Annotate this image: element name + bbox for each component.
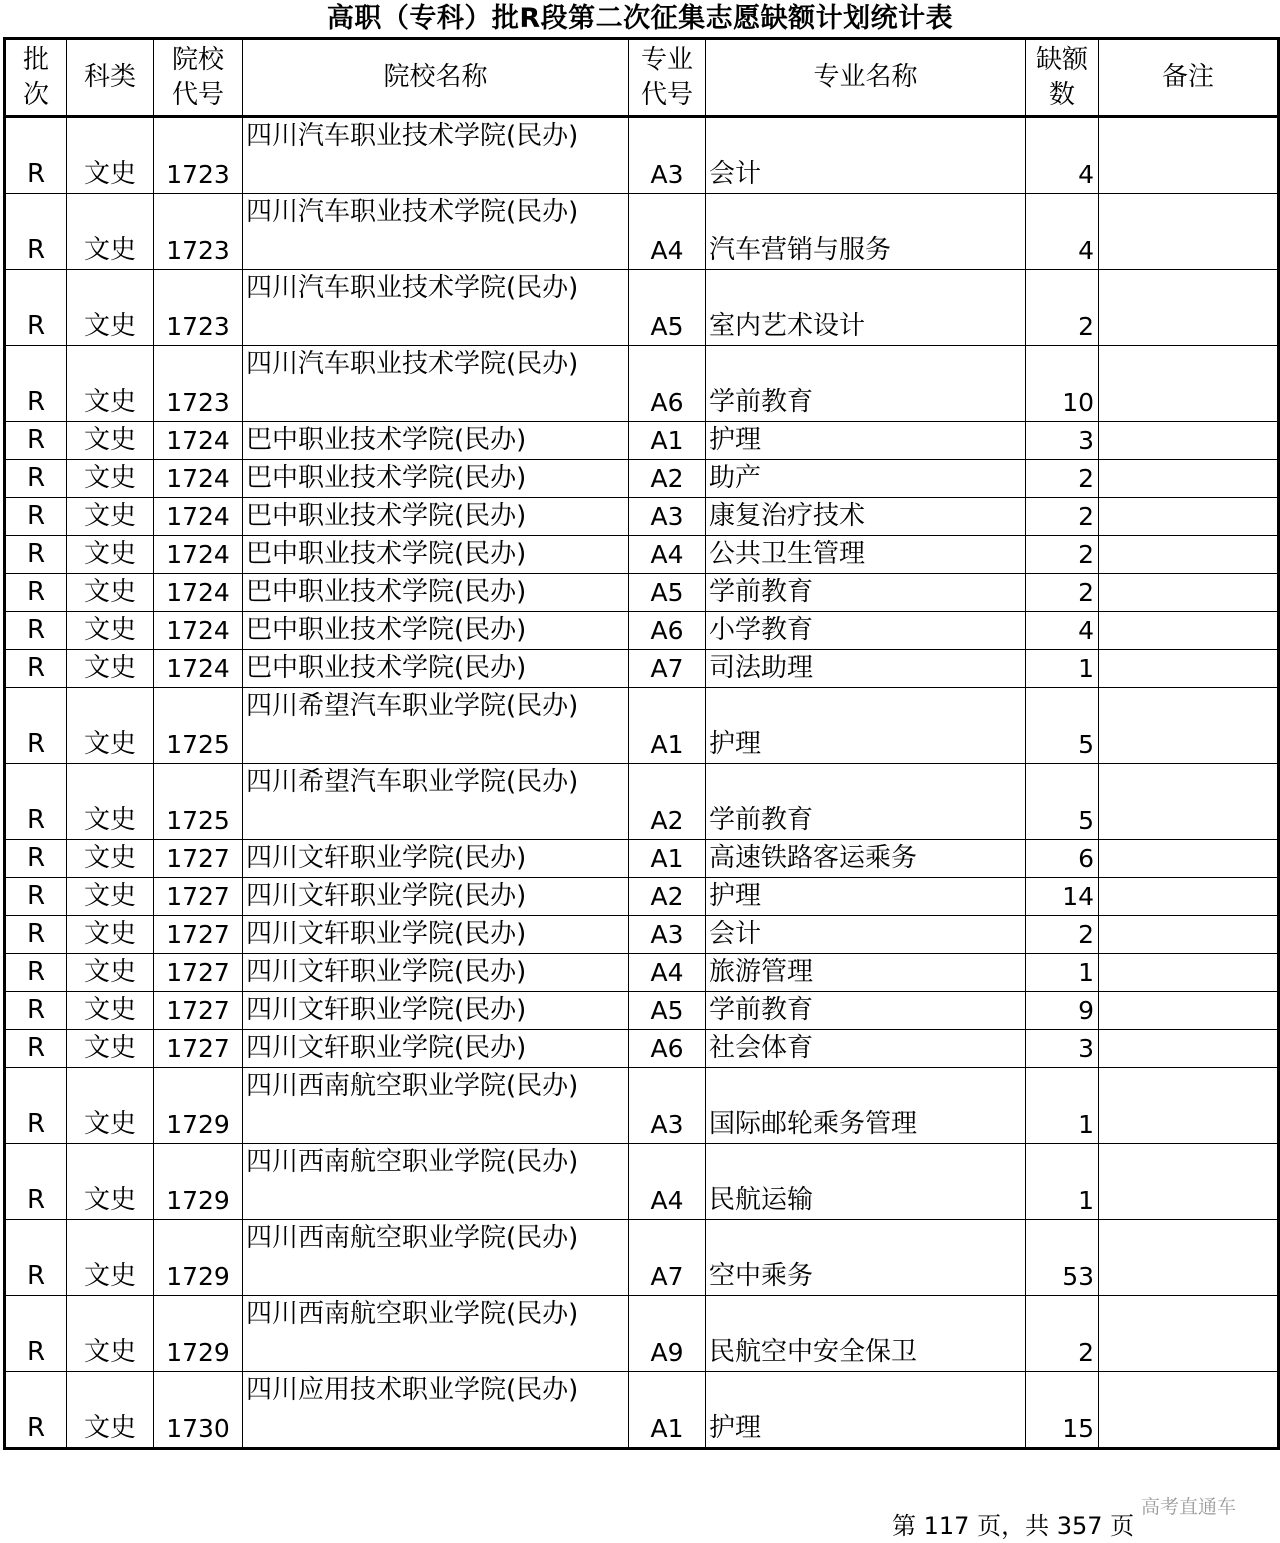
table-row <box>5 194 1279 270</box>
cell-school-code: 1724 <box>154 536 243 574</box>
table-body <box>5 117 1279 1449</box>
cell-school-name: 巴中职业技术学院(民办) <box>243 650 629 688</box>
cell-school-name: 巴中职业技术学院(民办) <box>243 460 629 498</box>
table-row <box>5 1068 1279 1144</box>
header-row <box>5 39 1279 117</box>
cell-batch: R <box>5 536 67 574</box>
cell-remark <box>1099 460 1279 498</box>
cell-remark <box>1099 346 1279 422</box>
cell-major-code: A5 <box>629 992 706 1030</box>
cell-vacancy: 6 <box>1026 840 1099 878</box>
cell-school-name: 巴中职业技术学院(民办) <box>243 498 629 536</box>
cell-vacancy: 15 <box>1026 1372 1099 1449</box>
table-row <box>5 1030 1279 1068</box>
cell-school-name: 四川汽车职业技术学院(民办) <box>243 117 629 194</box>
cell-batch: R <box>5 612 67 650</box>
header-remark: 备注 <box>1099 39 1279 117</box>
cell-category: 文史 <box>67 1220 154 1296</box>
cell-category: 文史 <box>67 270 154 346</box>
cell-school-code: 1724 <box>154 650 243 688</box>
cell-remark <box>1099 764 1279 840</box>
cell-category: 文史 <box>67 346 154 422</box>
cell-major-name: 司法助理 <box>706 650 1026 688</box>
cell-major-code: A9 <box>629 1296 706 1372</box>
cell-major-name: 民航运输 <box>706 1144 1026 1220</box>
cell-remark <box>1099 574 1279 612</box>
cell-major-name: 旅游管理 <box>706 954 1026 992</box>
cell-school-name: 四川希望汽车职业学院(民办) <box>243 688 629 764</box>
cell-major-code: A6 <box>629 346 706 422</box>
cell-major-code: A4 <box>629 536 706 574</box>
cell-major-name: 学前教育 <box>706 764 1026 840</box>
cell-vacancy: 3 <box>1026 1030 1099 1068</box>
cell-major-name: 护理 <box>706 878 1026 916</box>
cell-school-name: 巴中职业技术学院(民办) <box>243 422 629 460</box>
table-row <box>5 1220 1279 1296</box>
cell-school-name: 四川文轩职业学院(民办) <box>243 1030 629 1068</box>
cell-school-code: 1727 <box>154 954 243 992</box>
cell-vacancy: 3 <box>1026 422 1099 460</box>
cell-major-name: 空中乘务 <box>706 1220 1026 1296</box>
cell-school-name: 四川汽车职业技术学院(民办) <box>243 194 629 270</box>
cell-school-name: 四川文轩职业学院(民办) <box>243 954 629 992</box>
table-row <box>5 1296 1279 1372</box>
cell-category: 文史 <box>67 1372 154 1449</box>
cell-batch: R <box>5 954 67 992</box>
header-vacancy-label: 缺额数 <box>1035 44 1088 110</box>
cell-batch: R <box>5 1068 67 1144</box>
cell-school-code: 1724 <box>154 574 243 612</box>
cell-school-code: 1723 <box>154 270 243 346</box>
cell-major-name: 社会体育 <box>706 1030 1026 1068</box>
header-major-code <box>629 39 706 117</box>
table-row <box>5 117 1279 194</box>
cell-school-name: 巴中职业技术学院(民办) <box>243 612 629 650</box>
cell-school-name: 四川西南航空职业学院(民办) <box>243 1220 629 1296</box>
cell-major-name: 汽车营销与服务 <box>706 194 1026 270</box>
watermark-text: 高考直通车 <box>1141 1496 1237 1518</box>
cell-major-code: A4 <box>629 954 706 992</box>
header-school-code-label: 院校代号 <box>171 44 224 110</box>
cell-category: 文史 <box>67 650 154 688</box>
table-row <box>5 460 1279 498</box>
cell-major-name: 室内艺术设计 <box>706 270 1026 346</box>
cell-batch: R <box>5 992 67 1030</box>
table-row <box>5 574 1279 612</box>
cell-school-code: 1727 <box>154 916 243 954</box>
cell-batch: R <box>5 422 67 460</box>
cell-remark <box>1099 878 1279 916</box>
cell-vacancy: 2 <box>1026 1296 1099 1372</box>
cell-major-code: A5 <box>629 574 706 612</box>
cell-major-name: 康复治疗技术 <box>706 498 1026 536</box>
cell-batch: R <box>5 650 67 688</box>
cell-vacancy: 9 <box>1026 992 1099 1030</box>
cell-remark <box>1099 688 1279 764</box>
cell-school-name: 四川汽车职业技术学院(民办) <box>243 346 629 422</box>
cell-remark <box>1099 194 1279 270</box>
cell-category: 文史 <box>67 460 154 498</box>
table-row <box>5 1144 1279 1220</box>
table-row <box>5 878 1279 916</box>
cell-vacancy: 10 <box>1026 346 1099 422</box>
cell-major-code: A1 <box>629 422 706 460</box>
cell-category: 文史 <box>67 1144 154 1220</box>
header-batch-label: 批次 <box>22 44 49 110</box>
cell-school-code: 1725 <box>154 688 243 764</box>
cell-major-code: A3 <box>629 498 706 536</box>
cell-major-name: 民航空中安全保卫 <box>706 1296 1026 1372</box>
cell-vacancy: 2 <box>1026 574 1099 612</box>
cell-major-code: A3 <box>629 1068 706 1144</box>
header-school-code <box>154 39 243 117</box>
cell-major-code: A2 <box>629 878 706 916</box>
cell-category: 文史 <box>67 612 154 650</box>
cell-school-code: 1725 <box>154 764 243 840</box>
cell-major-code: A5 <box>629 270 706 346</box>
cell-major-name: 小学教育 <box>706 612 1026 650</box>
cell-category: 文史 <box>67 422 154 460</box>
cell-remark <box>1099 1220 1279 1296</box>
cell-category: 文史 <box>67 840 154 878</box>
cell-category: 文史 <box>67 916 154 954</box>
cell-school-name: 四川文轩职业学院(民办) <box>243 840 629 878</box>
cell-batch: R <box>5 878 67 916</box>
table-row <box>5 764 1279 840</box>
cell-batch: R <box>5 194 67 270</box>
cell-category: 文史 <box>67 536 154 574</box>
cell-major-name: 学前教育 <box>706 574 1026 612</box>
cell-category: 文史 <box>67 1068 154 1144</box>
cell-category: 文史 <box>67 194 154 270</box>
cell-major-code: A2 <box>629 460 706 498</box>
header-batch <box>5 39 67 117</box>
page-footer: 第 117 页，共 357 页 <box>892 1512 1135 1540</box>
cell-school-code: 1729 <box>154 1220 243 1296</box>
cell-category: 文史 <box>67 688 154 764</box>
cell-remark <box>1099 498 1279 536</box>
cell-major-name: 护理 <box>706 1372 1026 1449</box>
cell-school-code: 1723 <box>154 194 243 270</box>
cell-school-code: 1730 <box>154 1372 243 1449</box>
cell-vacancy: 1 <box>1026 1144 1099 1220</box>
table-row <box>5 916 1279 954</box>
cell-school-name: 巴中职业技术学院(民办) <box>243 574 629 612</box>
cell-school-code: 1723 <box>154 117 243 194</box>
cell-batch: R <box>5 1144 67 1220</box>
cell-school-code: 1727 <box>154 840 243 878</box>
table-row <box>5 346 1279 422</box>
cell-major-name: 学前教育 <box>706 992 1026 1030</box>
cell-school-name: 四川西南航空职业学院(民办) <box>243 1144 629 1220</box>
cell-vacancy: 4 <box>1026 194 1099 270</box>
cell-remark <box>1099 422 1279 460</box>
cell-major-name: 国际邮轮乘务管理 <box>706 1068 1026 1144</box>
cell-vacancy: 2 <box>1026 536 1099 574</box>
cell-school-code: 1729 <box>154 1068 243 1144</box>
cell-category: 文史 <box>67 878 154 916</box>
cell-major-code: A3 <box>629 117 706 194</box>
cell-school-name: 四川文轩职业学院(民办) <box>243 992 629 1030</box>
cell-category: 文史 <box>67 498 154 536</box>
cell-major-name: 会计 <box>706 916 1026 954</box>
cell-remark <box>1099 650 1279 688</box>
cell-category: 文史 <box>67 954 154 992</box>
cell-remark <box>1099 1372 1279 1449</box>
cell-school-name: 四川文轩职业学院(民办) <box>243 916 629 954</box>
cell-major-name: 学前教育 <box>706 346 1026 422</box>
header-vacancy <box>1026 39 1099 117</box>
cell-school-code: 1727 <box>154 878 243 916</box>
header-school-name: 院校名称 <box>243 39 629 117</box>
cell-vacancy: 53 <box>1026 1220 1099 1296</box>
table-row <box>5 270 1279 346</box>
cell-remark <box>1099 1030 1279 1068</box>
cell-major-code: A1 <box>629 1372 706 1449</box>
cell-major-code: A4 <box>629 1144 706 1220</box>
cell-vacancy: 1 <box>1026 1068 1099 1144</box>
cell-school-code: 1729 <box>154 1296 243 1372</box>
table-row <box>5 498 1279 536</box>
cell-category: 文史 <box>67 992 154 1030</box>
cell-batch: R <box>5 270 67 346</box>
cell-batch: R <box>5 117 67 194</box>
table-row <box>5 1372 1279 1449</box>
cell-school-code: 1724 <box>154 612 243 650</box>
table-row <box>5 840 1279 878</box>
cell-major-name: 护理 <box>706 688 1026 764</box>
cell-school-name: 四川西南航空职业学院(民办) <box>243 1296 629 1372</box>
cell-remark <box>1099 992 1279 1030</box>
page-title: 高职（专科）批R段第二次征集志愿缺额计划统计表 <box>326 3 954 34</box>
cell-category: 文史 <box>67 764 154 840</box>
cell-batch: R <box>5 460 67 498</box>
cell-batch: R <box>5 840 67 878</box>
table-row <box>5 422 1279 460</box>
header-major-name: 专业名称 <box>706 39 1026 117</box>
cell-category: 文史 <box>67 1296 154 1372</box>
cell-school-name: 四川汽车职业技术学院(民办) <box>243 270 629 346</box>
cell-batch: R <box>5 764 67 840</box>
cell-remark <box>1099 840 1279 878</box>
cell-major-name: 高速铁路客运乘务 <box>706 840 1026 878</box>
cell-school-code: 1723 <box>154 346 243 422</box>
cell-vacancy: 1 <box>1026 954 1099 992</box>
table-row <box>5 536 1279 574</box>
cell-vacancy: 5 <box>1026 688 1099 764</box>
cell-major-code: A6 <box>629 1030 706 1068</box>
table-row <box>5 992 1279 1030</box>
header-category: 科类 <box>67 39 154 117</box>
cell-vacancy: 2 <box>1026 916 1099 954</box>
cell-major-code: A7 <box>629 1220 706 1296</box>
cell-major-code: A7 <box>629 650 706 688</box>
cell-remark <box>1099 954 1279 992</box>
cell-batch: R <box>5 688 67 764</box>
cell-remark <box>1099 612 1279 650</box>
cell-batch: R <box>5 1372 67 1449</box>
table-row <box>5 954 1279 992</box>
cell-batch: R <box>5 1296 67 1372</box>
cell-school-code: 1724 <box>154 422 243 460</box>
table-row <box>5 688 1279 764</box>
cell-vacancy: 2 <box>1026 270 1099 346</box>
cell-category: 文史 <box>67 574 154 612</box>
table-row <box>5 612 1279 650</box>
cell-batch: R <box>5 346 67 422</box>
cell-vacancy: 5 <box>1026 764 1099 840</box>
cell-major-code: A4 <box>629 194 706 270</box>
cell-major-code: A2 <box>629 764 706 840</box>
cell-vacancy: 14 <box>1026 878 1099 916</box>
cell-remark <box>1099 1144 1279 1220</box>
cell-school-name: 巴中职业技术学院(民办) <box>243 536 629 574</box>
cell-major-name: 助产 <box>706 460 1026 498</box>
cell-school-code: 1724 <box>154 498 243 536</box>
cell-batch: R <box>5 916 67 954</box>
cell-batch: R <box>5 1030 67 1068</box>
cell-category: 文史 <box>67 117 154 194</box>
cell-batch: R <box>5 498 67 536</box>
vacancy-table <box>3 37 1280 1450</box>
cell-major-code: A1 <box>629 840 706 878</box>
cell-remark <box>1099 117 1279 194</box>
cell-batch: R <box>5 574 67 612</box>
cell-remark <box>1099 1296 1279 1372</box>
cell-school-code: 1724 <box>154 460 243 498</box>
cell-vacancy: 4 <box>1026 612 1099 650</box>
cell-major-name: 会计 <box>706 117 1026 194</box>
cell-vacancy: 2 <box>1026 498 1099 536</box>
table-row <box>5 650 1279 688</box>
cell-major-code: A3 <box>629 916 706 954</box>
cell-vacancy: 1 <box>1026 650 1099 688</box>
cell-school-code: 1727 <box>154 1030 243 1068</box>
cell-vacancy: 2 <box>1026 460 1099 498</box>
cell-school-name: 四川文轩职业学院(民办) <box>243 878 629 916</box>
cell-batch: R <box>5 1220 67 1296</box>
cell-school-name: 四川希望汽车职业学院(民办) <box>243 764 629 840</box>
cell-vacancy: 4 <box>1026 117 1099 194</box>
cell-remark <box>1099 1068 1279 1144</box>
cell-major-name: 护理 <box>706 422 1026 460</box>
cell-remark <box>1099 536 1279 574</box>
cell-category: 文史 <box>67 1030 154 1068</box>
cell-school-name: 四川西南航空职业学院(民办) <box>243 1068 629 1144</box>
cell-school-name: 四川应用技术职业学院(民办) <box>243 1372 629 1449</box>
cell-remark <box>1099 916 1279 954</box>
cell-remark <box>1099 270 1279 346</box>
cell-school-code: 1727 <box>154 992 243 1030</box>
header-major-code-label: 专业代号 <box>640 44 693 110</box>
cell-major-code: A6 <box>629 612 706 650</box>
cell-school-code: 1729 <box>154 1144 243 1220</box>
cell-major-name: 公共卫生管理 <box>706 536 1026 574</box>
cell-major-code: A1 <box>629 688 706 764</box>
